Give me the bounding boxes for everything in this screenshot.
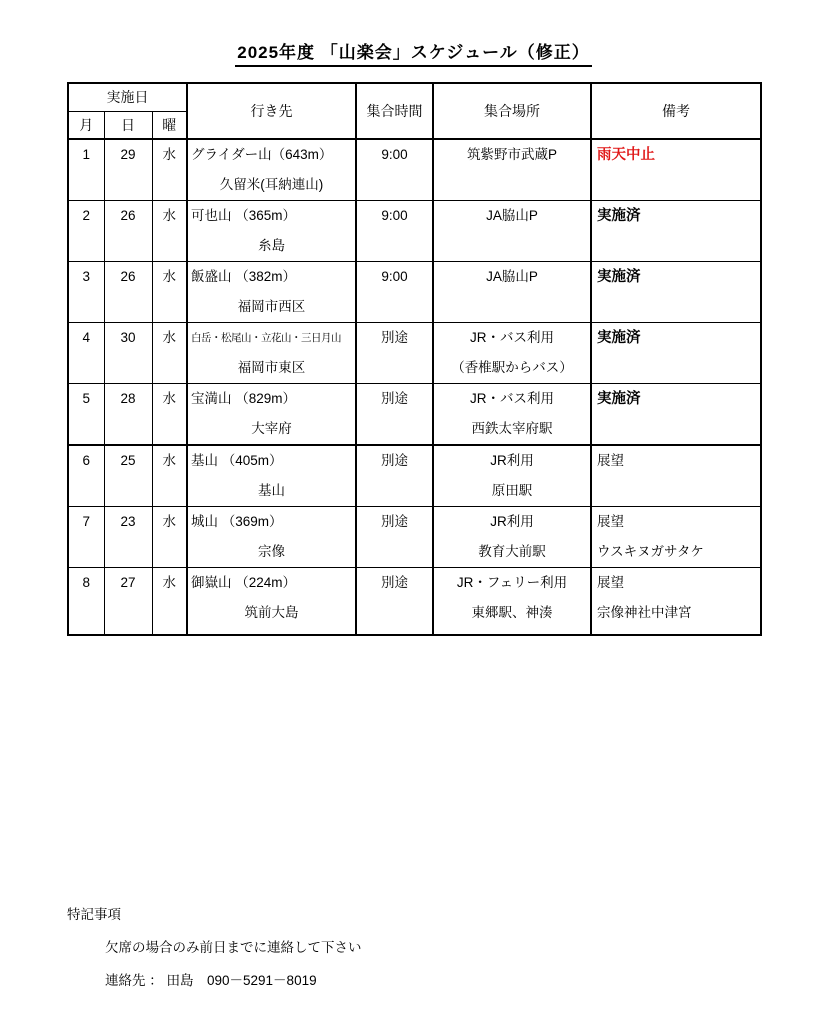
cell-meeting-place (433, 384, 591, 446)
notes-absence-rule: 欠席の場合のみ前日までに連絡して下さい (105, 940, 362, 955)
cell-remarks (591, 568, 761, 635)
note-line1: 展望 (597, 575, 625, 590)
cell-destination (187, 139, 356, 201)
page-title (0, 38, 827, 67)
dest-line2: 糸島 (258, 238, 286, 253)
note-line2: 宗像神社中津宮 (597, 605, 692, 620)
place-line2 (434, 292, 590, 322)
header-meeting-place: 集合場所 (433, 83, 591, 139)
cell-meeting-time (356, 568, 433, 635)
cell-meeting-time (356, 384, 433, 446)
dest-line1: 飯盛山 （382m） (191, 269, 297, 284)
header-row-1 (68, 83, 761, 111)
place-line2 (434, 231, 590, 261)
dest-line1: 御嶽山 （224m） (191, 575, 297, 590)
place-line1: JR・バス利用 (470, 391, 555, 406)
cell-destination (187, 201, 356, 262)
cell-month (68, 445, 104, 507)
table-row (68, 139, 761, 201)
table-row (68, 384, 761, 446)
cell-day (104, 568, 152, 635)
cell-month (68, 262, 104, 323)
place-line1: JA脇山P (486, 208, 538, 223)
cell-day (104, 445, 152, 507)
cell-day (104, 262, 152, 323)
place-line1: JA脇山P (486, 269, 538, 284)
cell-remarks (591, 323, 761, 384)
cell-remarks (591, 507, 761, 568)
time-value: 別途 (381, 514, 409, 529)
dest-line2: 福岡市東区 (237, 360, 306, 375)
cell-weekday (152, 139, 187, 201)
weekday-value: 水 (162, 147, 177, 162)
note-line1: 実施済 (597, 391, 641, 407)
header-date-group: 実施日 (68, 83, 187, 111)
cell-meeting-place (433, 507, 591, 568)
dest-line1: 白岳・松尾山・立花山・三日月山 (191, 332, 342, 344)
place-line2: 原田駅 (491, 483, 533, 498)
cell-month (68, 139, 104, 201)
weekday-value: 水 (162, 514, 177, 529)
table-row (68, 507, 761, 568)
month-value: 1 (82, 147, 90, 162)
place-line2: 東郷駅、神湊 (471, 605, 553, 620)
time-value: 別途 (381, 391, 409, 406)
table-row (68, 445, 761, 507)
weekday-value: 水 (162, 453, 177, 468)
dest-line2: 基山 (258, 483, 286, 498)
dest-line1: 宝満山 （829m） (191, 391, 297, 406)
cell-weekday (152, 201, 187, 262)
dest-line2: 福岡市西区 (237, 299, 306, 314)
note-line1: 実施済 (597, 208, 641, 224)
cell-month (68, 201, 104, 262)
cell-meeting-time (356, 262, 433, 323)
header-weekday: 曜 (152, 111, 187, 139)
month-value: 2 (82, 208, 90, 223)
cell-weekday (152, 323, 187, 384)
note-line2 (592, 476, 760, 506)
cell-meeting-time (356, 201, 433, 262)
dest-line1: 城山 （369m） (191, 514, 283, 529)
cell-month (68, 507, 104, 568)
page-title-text: 2025年度 「山楽会」スケジュール（修正） (235, 38, 592, 67)
table-row (68, 568, 761, 635)
dest-line2: 筑前大島 (244, 605, 299, 620)
cell-meeting-place (433, 445, 591, 507)
cell-destination (187, 445, 356, 507)
weekday-value: 水 (162, 269, 177, 284)
cell-day (104, 384, 152, 446)
time-value: 別途 (381, 453, 409, 468)
time-value: 9:00 (381, 269, 408, 284)
cell-weekday (152, 445, 187, 507)
header-destination: 行き先 (187, 83, 356, 139)
dest-line2: 大宰府 (251, 421, 292, 436)
cell-day (104, 323, 152, 384)
cell-meeting-place (433, 262, 591, 323)
note-line1: 雨天中止 (597, 147, 656, 163)
time-value: 9:00 (381, 147, 408, 162)
place-line2 (434, 170, 590, 200)
note-line2 (592, 170, 760, 200)
day-value: 23 (120, 514, 136, 529)
cell-destination (187, 568, 356, 635)
place-line1: JR利用 (490, 453, 534, 468)
cell-meeting-time (356, 445, 433, 507)
weekday-value: 水 (162, 330, 177, 345)
time-value: 9:00 (381, 208, 408, 223)
cell-destination (187, 384, 356, 446)
dest-line1: 可也山 （365m） (191, 208, 297, 223)
header-day: 日 (104, 111, 152, 139)
month-value: 6 (82, 453, 90, 468)
cell-meeting-time (356, 323, 433, 384)
month-value: 8 (82, 575, 90, 590)
weekday-value: 水 (162, 575, 177, 590)
note-line1: 実施済 (597, 269, 641, 285)
cell-weekday (152, 384, 187, 446)
cell-weekday (152, 507, 187, 568)
cell-meeting-place (433, 568, 591, 635)
cell-meeting-time (356, 507, 433, 568)
time-value: 別途 (381, 330, 409, 345)
notes-heading: 特記事項 (67, 907, 121, 922)
place-line2: （香椎駅からバス） (451, 360, 573, 375)
day-value: 30 (120, 330, 136, 345)
cell-remarks (591, 139, 761, 201)
note-line2 (592, 353, 760, 383)
month-value: 3 (82, 269, 90, 284)
time-value: 別途 (381, 575, 409, 590)
weekday-value: 水 (162, 391, 177, 406)
day-value: 27 (120, 575, 136, 590)
schedule-table (67, 82, 762, 636)
note-line1: 展望 (597, 514, 625, 529)
day-value: 26 (120, 269, 136, 284)
month-value: 5 (82, 391, 90, 406)
weekday-value: 水 (162, 208, 177, 223)
place-line1: JR・フェリー利用 (456, 575, 568, 590)
notes-contact: 連絡先 ： 田島 090－5291－8019 (105, 973, 317, 988)
cell-remarks (591, 384, 761, 446)
dest-line2: 久留米(耳納連山) (219, 177, 324, 192)
place-line1: JR利用 (490, 514, 534, 529)
place-line1: 筑紫野市武蔵P (467, 147, 558, 162)
day-value: 25 (120, 453, 136, 468)
cell-meeting-place (433, 139, 591, 201)
cell-day (104, 507, 152, 568)
cell-remarks (591, 445, 761, 507)
header-meeting-time: 集合時間 (356, 83, 433, 139)
day-value: 28 (120, 391, 136, 406)
note-line2: ウスキヌガサタケ (597, 544, 704, 559)
dest-line1: グライダー山（643m） (191, 147, 333, 162)
dest-line2: 宗像 (258, 544, 286, 559)
cell-remarks (591, 201, 761, 262)
place-line1: JR・バス利用 (470, 330, 555, 345)
dest-line1: 基山 （405m） (191, 453, 283, 468)
cell-day (104, 139, 152, 201)
note-line2 (592, 414, 760, 444)
table-row (68, 201, 761, 262)
header-remarks: 備考 (591, 83, 761, 139)
special-notes (67, 898, 362, 997)
cell-month (68, 384, 104, 446)
cell-month (68, 323, 104, 384)
note-line2 (592, 292, 760, 322)
note-line1: 実施済 (597, 330, 641, 346)
table-row (68, 323, 761, 384)
month-value: 4 (82, 330, 90, 345)
day-value: 26 (120, 208, 136, 223)
cell-weekday (152, 262, 187, 323)
cell-meeting-place (433, 323, 591, 384)
note-line1: 展望 (597, 453, 625, 468)
note-line2 (592, 231, 760, 261)
day-value: 29 (120, 147, 136, 162)
cell-meeting-time (356, 139, 433, 201)
place-line2: 教育大前駅 (478, 544, 546, 559)
place-line2: 西鉄太宰府駅 (471, 421, 553, 436)
cell-destination (187, 507, 356, 568)
cell-destination (187, 262, 356, 323)
header-month: 月 (68, 111, 104, 139)
cell-remarks (591, 262, 761, 323)
cell-weekday (152, 568, 187, 635)
cell-meeting-place (433, 201, 591, 262)
cell-destination (187, 323, 356, 384)
cell-day (104, 201, 152, 262)
table-row (68, 262, 761, 323)
cell-month (68, 568, 104, 635)
month-value: 7 (82, 514, 90, 529)
